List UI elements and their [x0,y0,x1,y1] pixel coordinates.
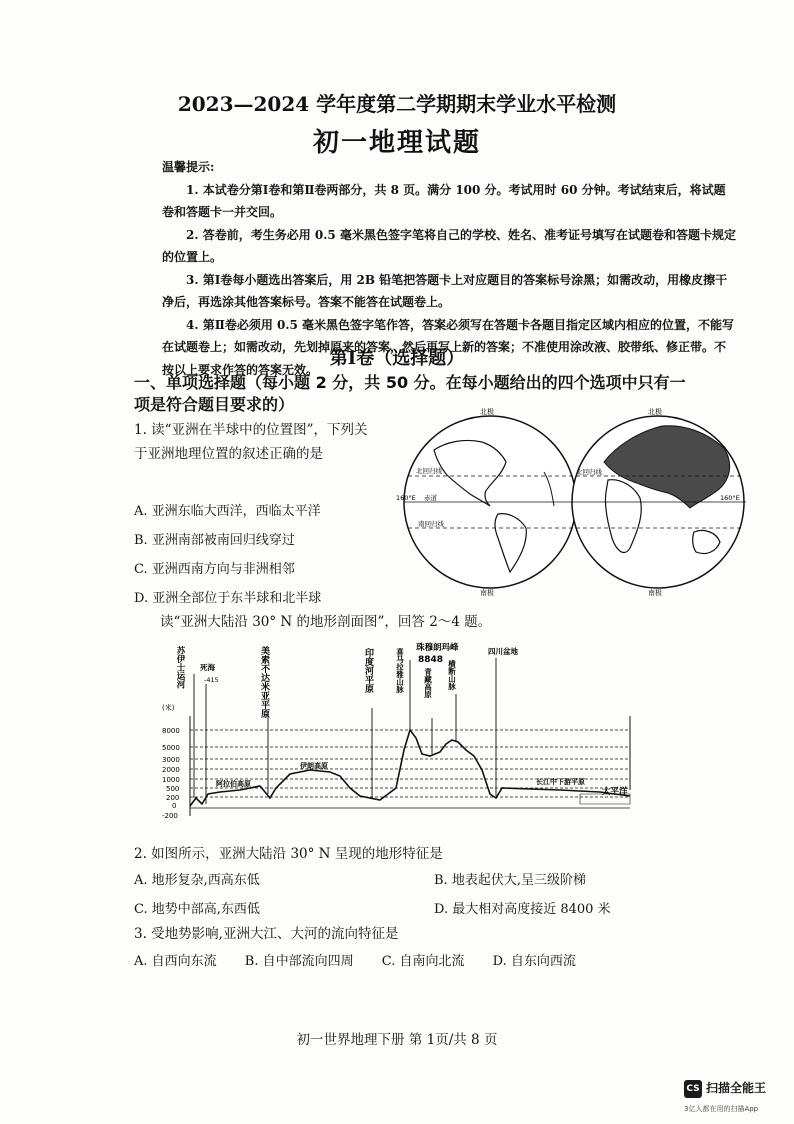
question-1-options [134,497,394,613]
label-arabia: 阿拉伯高原 [216,780,251,788]
lon-label-west: 160°E [396,494,416,502]
label-himalaya: 喜马拉雅山脉 [395,648,405,693]
question-3-options [134,950,600,969]
y-tick: 500 [166,785,180,793]
equator-label: 赤道 [424,494,437,502]
subject-title: 初一地理试题 [312,128,481,158]
south-pole-label-e: 南极 [648,589,662,597]
option-b: B. 地表起伏大,呈三级阶梯 [434,873,586,888]
label-pacific: 太平洋 [602,787,628,797]
label-iran: 伊朗高原 [300,762,328,770]
label-suez: 苏伊士运河 [175,646,185,689]
hemisphere-map [394,402,754,602]
exam-title: 2023—2024 学年度第二学期期末学业水平检测 [177,92,617,116]
label-sichuan: 四川盆地 [488,647,518,656]
option-a: A. 自西向东流 [134,954,217,969]
tips-label: 温馨提示: [162,160,215,174]
north-pole-label-e: 北极 [648,408,662,416]
scanner-watermark [684,1076,794,1122]
profile-y-axis [162,716,190,820]
y-tick: 0 [172,802,177,810]
option-a: A. 亚洲东临大西洋，西临太平洋 [134,504,321,519]
question-1-stem: 1. 读“亚洲在半球中的位置图”，下列关于亚洲地理位置的叙述正确的是 [134,422,368,462]
section-instruction: 一、单项选择题（每小题 2 分，共 50 分。在每小题给出的四个选项中只有一项是符合题目要求的） [134,373,686,414]
tropic-cancer-label: 北回归线 [416,467,442,475]
y-tick: 200 [166,794,180,802]
label-hengduan: 横断山脉 [447,660,457,690]
lon-label-east: 160°E [720,494,740,502]
option-b: B. 自中部流向四周 [244,954,354,969]
option-d: D. 自东向西流 [492,954,576,969]
question-2-stem: 2. 如图所示，亚洲大陆沿 30° N 呈现的地形特征是 [134,846,443,862]
label-mesopotamia: 美索不达米亚平原 [259,646,269,718]
option-b: B. 亚洲南部被南回归线穿过 [134,533,295,548]
north-pole-label-w: 北极 [480,408,494,416]
option-a: A. 地形复杂,西高东低 [134,873,260,888]
option-d: D. 最大相对高度接近 8400 米 [434,902,611,917]
y-tick: 5000 [162,744,180,752]
label-indus: 印度河平原 [363,648,373,693]
profile-unit: (米) [162,704,175,712]
option-c: C. 地势中部高,东西低 [134,902,260,917]
label-yangtze: 长江中下游平原 [536,778,585,786]
option-c: C. 自南向北流 [381,954,465,969]
eastern-hemisphere [572,416,746,588]
tip-item: 4. 第Ⅱ卷必须用 0.5 毫米黑色签字笔作答，答案必须写在答题卡各题目指定区域内相应的位置，不能写在试题卷上；如需改动，先划掉原来的答案，然后再写上新的答案；不准使用涂改液、胶带纸、修正带。不按以上要求作答的答案无效。 [162,317,735,377]
y-tick: 1000 [162,776,180,784]
page-footer: 初一世界地理下册 第 1页/共 8 页 [296,1032,498,1048]
label-dead-sea-value: -415 [204,676,219,684]
tip-item: 2. 答卷前，考生务必用 0.5 毫米黑色签字笔将自己的学校、姓名、准考证号填写在试题卷和答题卡规定的位置上。 [162,227,736,264]
tropic-capricorn-label: 南回归线 [418,520,444,528]
tip-item: 1. 本试卷分第Ⅰ卷和第Ⅱ卷两部分，共 8 页。满分 100 分。考试用时 60 分钟。考试结束后，将试题卷和答题卡一并交回。 [162,182,726,219]
y-tick: 8000 [162,727,180,735]
question-2-options [134,866,734,924]
terrain-profile [160,638,680,838]
label-everest-height: 8848 [418,655,444,665]
scanner-tagline: 3亿人都在用的扫描App [684,1105,759,1113]
y-tick: 3000 [162,756,180,764]
scanner-name: 扫描全能王 [706,1081,767,1095]
scanner-logo-icon: CS [684,1080,702,1098]
tip-item: 3. 第Ⅰ卷每小题选出答案后，用 2B 铅笔把答题卡上对应题目的答案标号涂黑；如需改动，用橡皮擦干净后，再选涂其他答案标号。答案不能答在试题卷上。 [162,272,728,309]
label-dead-sea: 死海 [200,663,215,672]
profile-instruction: 读“亚洲大陆沿 30° N 的地形剖面图”，回答 2～4 题。 [160,614,492,630]
western-hemisphere [404,416,576,588]
profile-line [190,730,630,806]
section-title: 第Ⅰ卷（选择题） [329,348,465,369]
option-c: C. 亚洲西南方向与非洲相邻 [134,562,295,577]
y-tick: 2000 [162,766,180,774]
south-pole-label-w: 南极 [480,589,494,597]
question-3-stem: 3. 受地势影响,亚洲大江、大河的流向特征是 [134,926,399,942]
option-d: D. 亚洲全部位于东半球和北半球 [134,591,322,606]
label-tibet: 青藏高原 [423,668,433,698]
tropic-cancer-label-e: 北回归线 [576,468,602,476]
label-everest: 珠穆朗玛峰 [416,643,459,653]
y-tick: -200 [162,812,178,820]
